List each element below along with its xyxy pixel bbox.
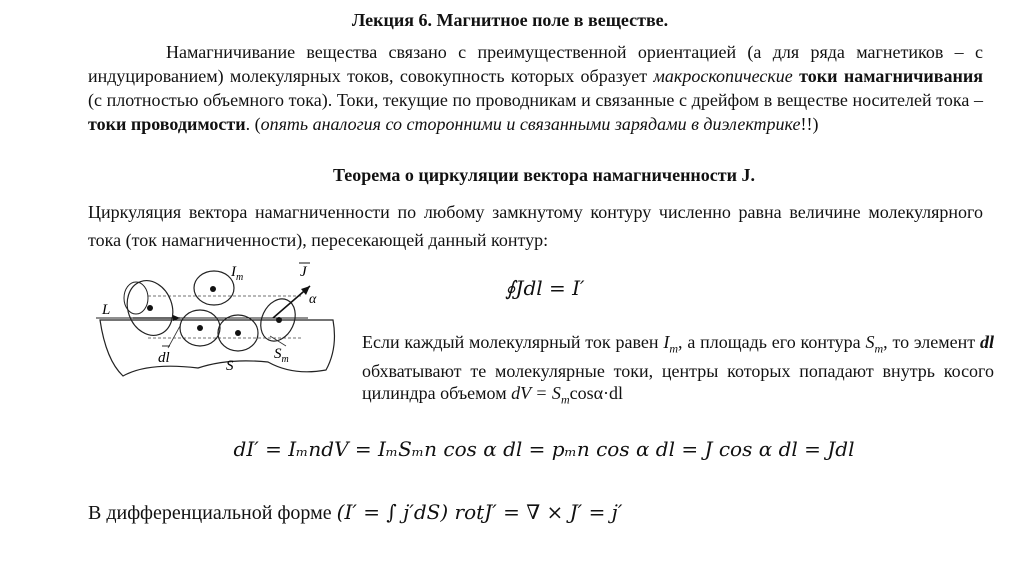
label-Im: $I_m$ xyxy=(231,264,244,283)
surface-region xyxy=(100,320,334,376)
label-dl: dl xyxy=(158,350,170,366)
label-J: J xyxy=(300,264,307,280)
lecture-title: Лекция 6. Магнитное поле в веществе. xyxy=(351,10,669,30)
loop-center xyxy=(147,305,153,311)
circulation-equation: ∮Jdl = I′ xyxy=(505,276,585,300)
label-alpha: α xyxy=(309,292,317,307)
intro-paragraph: Намагничивание вещества связано с преимущественной ориентацией (а для ряда магнетиков – с индуцированием) молекулярных токов, совокупность которых образует макроскопические токи намагничивания (с плотностью объемного тока). Токи, текущие по проводникам и связанные с дрейфом в веществе носителей тока – токи проводимости. (опять аналогия со сторонними и связанными зарядами в диэлектрике!!) xyxy=(88,42,983,134)
differential-form: В дифференциальной форме (I′ = ∫ j′dS) rotJ′ = ∇ × J′ = j′ xyxy=(88,500,623,524)
label-S: S xyxy=(226,358,234,374)
loop-center xyxy=(276,317,282,323)
differential-formula: (I′ = ∫ j′dS) rotJ′ = ∇ × J′ = j′ xyxy=(336,500,623,524)
magnetization-current-equation: dI′ = IₘndV = IₘSₘn cos α dl = pₘn cos α dl = J cos α dl = Jdl xyxy=(233,437,855,461)
molecular-current-explanation: Если каждый молекулярный ток равен $I_m$, а площадь его контура $S_m$, то элемент dl обхватывают те молекулярные токи, центры которых попадают внутрь косого цилиндра объемом dV = $S_m\cos\alpha\cdot dl$ xyxy=(362,332,994,407)
loop-center xyxy=(235,330,241,336)
label-Sm: $S_m$ xyxy=(274,346,289,365)
dl-leader xyxy=(168,326,180,348)
loop-center xyxy=(210,286,216,292)
circulation-statement: Циркуляция вектора намагниченности по любому замкнутому контуру численно равна величине молекулярного тока (ток намагниченности), пересекающей данный контур: xyxy=(88,202,983,250)
loop-center xyxy=(197,325,203,331)
theorem-title: Теорема о циркуляции вектора намагниченности J. xyxy=(332,165,756,185)
label-L: L xyxy=(102,302,111,318)
molecular-currents-figure xyxy=(88,258,358,408)
